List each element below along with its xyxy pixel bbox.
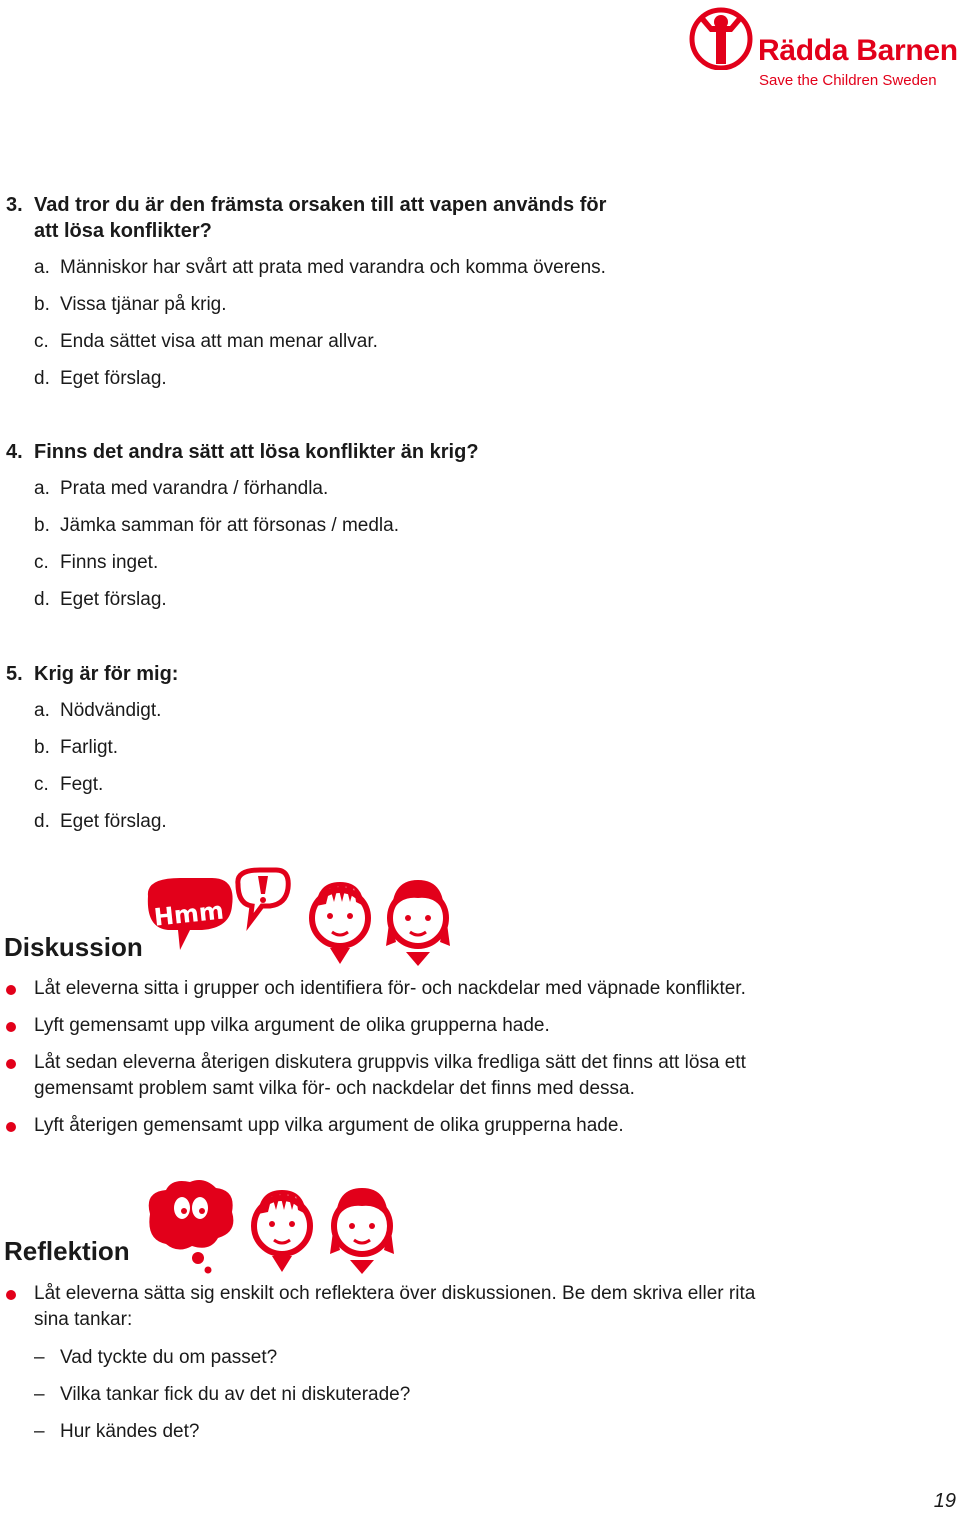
speech-bubble-icon	[148, 878, 233, 950]
question-5-option-c: c. Fegt.	[34, 774, 104, 795]
diskussion-heading: Diskussion	[4, 932, 143, 962]
question-5-number: 5.	[6, 663, 23, 685]
question-3-text	[34, 192, 606, 244]
reflektion-dash-item-1: – Vad tyckte du om passet?	[34, 1347, 278, 1368]
reflektion-illustration	[140, 1178, 410, 1278]
reflektion-heading: Reflektion	[4, 1236, 130, 1266]
question-5-option-d: d. Eget förslag.	[34, 811, 167, 832]
question-3-number: 3.	[6, 194, 23, 216]
logo-subtitle: Save the Children Sweden	[759, 72, 937, 89]
bullet-dot-icon	[6, 1022, 16, 1032]
question-4-option-b: b. Jämka samman för att försonas / medla.	[34, 515, 399, 536]
bullet-dot-icon	[6, 1059, 16, 1069]
logo-title: Rädda Barnen	[758, 34, 958, 67]
boy-face-icon	[254, 1190, 310, 1272]
reflektion-dash-item-2: – Vilka tankar fick du av det ni diskuterade?	[34, 1384, 411, 1405]
question-5-option-a: a. Nödvändigt.	[34, 700, 162, 721]
question-3-line-1: Vad tror du är den främsta orsaken till att vapen används för	[34, 194, 607, 216]
question-4-option-a: a. Prata med varandra / förhandla.	[34, 478, 329, 499]
girl-face-icon	[330, 1188, 394, 1274]
speech-bubble-text: Hmm	[152, 896, 226, 932]
boy-face-icon	[312, 882, 368, 964]
question-5-text	[34, 661, 178, 687]
bullet-dot-icon	[6, 1290, 16, 1300]
thought-bubble-icon	[149, 1180, 234, 1274]
question-3-line-2: att lösa konflikter?	[34, 220, 212, 242]
question-3-option-b: b. Vissa tjänar på krig.	[34, 294, 227, 315]
bullet-dot-icon	[6, 985, 16, 995]
question-4-option-c: c. Finns inget.	[34, 552, 159, 573]
reflektion-dash-item-3: – Hur kändes det?	[34, 1421, 200, 1442]
question-3-option-d: d. Eget förslag.	[34, 368, 167, 389]
question-3-option-c: c. Enda sättet visa att man menar allvar.	[34, 331, 378, 352]
page-number: 19	[933, 1490, 956, 1512]
diskussion-illustration	[140, 866, 460, 970]
question-4-number: 4.	[6, 441, 23, 463]
question-5-line-1: Krig är för mig:	[34, 663, 179, 685]
bullet-dot-icon	[6, 1122, 16, 1132]
question-4-line-1: Finns det andra sätt att lösa konflikter än krig?	[34, 441, 479, 463]
question-3-option-a: a. Människor har svårt att prata med varandra och komma överens.	[34, 257, 606, 278]
question-5-option-b: b. Farligt.	[34, 737, 119, 758]
exclamation-bubble-icon	[238, 870, 288, 922]
logo-figure-icon	[688, 4, 754, 70]
brand-logo	[688, 4, 960, 90]
question-4-text	[34, 439, 479, 465]
girl-face-icon	[386, 880, 450, 966]
question-4-option-d: d. Eget förslag.	[34, 589, 167, 610]
